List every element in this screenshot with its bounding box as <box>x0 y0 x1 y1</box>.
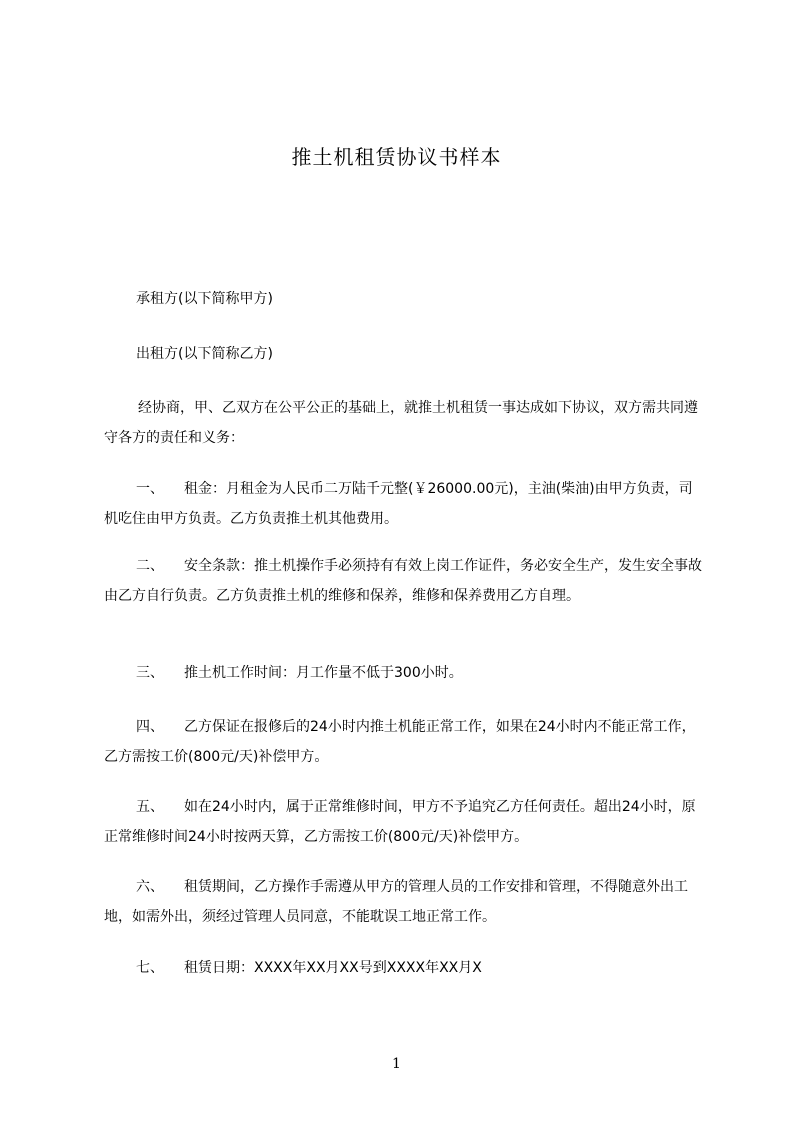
party-a-text: 承租方(以下简称甲方) <box>136 291 273 307</box>
clause-3-number: 三、 <box>136 665 164 681</box>
clause-1-number: 一、 <box>136 481 164 497</box>
intro-text: 经协商，甲、乙双方在公平公正的基础上，就推土机租赁一事达成如下协议，双方需共同遵守各方的责任和义务： <box>104 400 698 446</box>
clause-7 <box>104 953 704 983</box>
clause-7-text: 租赁日期：XXXX年XX月XX号到XXXX年XX月X <box>184 960 482 976</box>
clause-4 <box>104 712 704 772</box>
document-title: 推土机租赁协议书样本 <box>291 145 502 169</box>
clause-6-text: 租赁期间，乙方操作手需遵从甲方的管理人员的工作安排和管理，不得随意外出工地，如需外出，须经过管理人员同意，不能耽误工地正常工作。 <box>104 879 688 925</box>
clause-5-number: 五、 <box>136 799 164 815</box>
clause-5 <box>104 792 704 852</box>
party-a-line <box>104 284 704 314</box>
intro-paragraph <box>104 393 704 453</box>
clause-1 <box>104 474 704 534</box>
clause-1-text: 租金：月租金为人民币二万陆千元整(￥26000.00元)，主油(柴油)由甲方负责，司机吃住由甲方负责。乙方负责推土机其他费用。 <box>104 481 693 527</box>
clause-2 <box>104 551 704 611</box>
clause-3 <box>104 658 704 688</box>
clause-7-number: 七、 <box>136 960 164 976</box>
clause-3-text: 推土机工作时间：月工作量不低于300小时。 <box>184 665 463 681</box>
clause-6-number: 六、 <box>136 879 164 895</box>
clause-4-number: 四、 <box>136 719 164 735</box>
clause-2-text: 安全条款：推土机操作手必须持有有效上岗工作证件，务必安全生产，发生安全事故由乙方自行负责。乙方负责推土机的维修和保养，维修和保养费用乙方自理。 <box>104 558 702 604</box>
page-number: 1 <box>392 1056 401 1072</box>
clause-5-text: 如在24小时内，属于正常维修时间，甲方不予追究乙方任何责任。超出24小时，原正常维修时间24小时按两天算，乙方需按工价(800元/天)补偿甲方。 <box>104 799 696 845</box>
clause-2-number: 二、 <box>136 558 164 574</box>
clause-6 <box>104 872 704 932</box>
clause-4-text: 乙方保证在报修后的24小时内推土机能正常工作，如果在24小时内不能正常工作，乙方需按工价(800元/天)补偿甲方。 <box>104 719 696 765</box>
party-b-line <box>104 339 704 369</box>
party-b-text: 出租方(以下简称乙方) <box>136 346 273 362</box>
